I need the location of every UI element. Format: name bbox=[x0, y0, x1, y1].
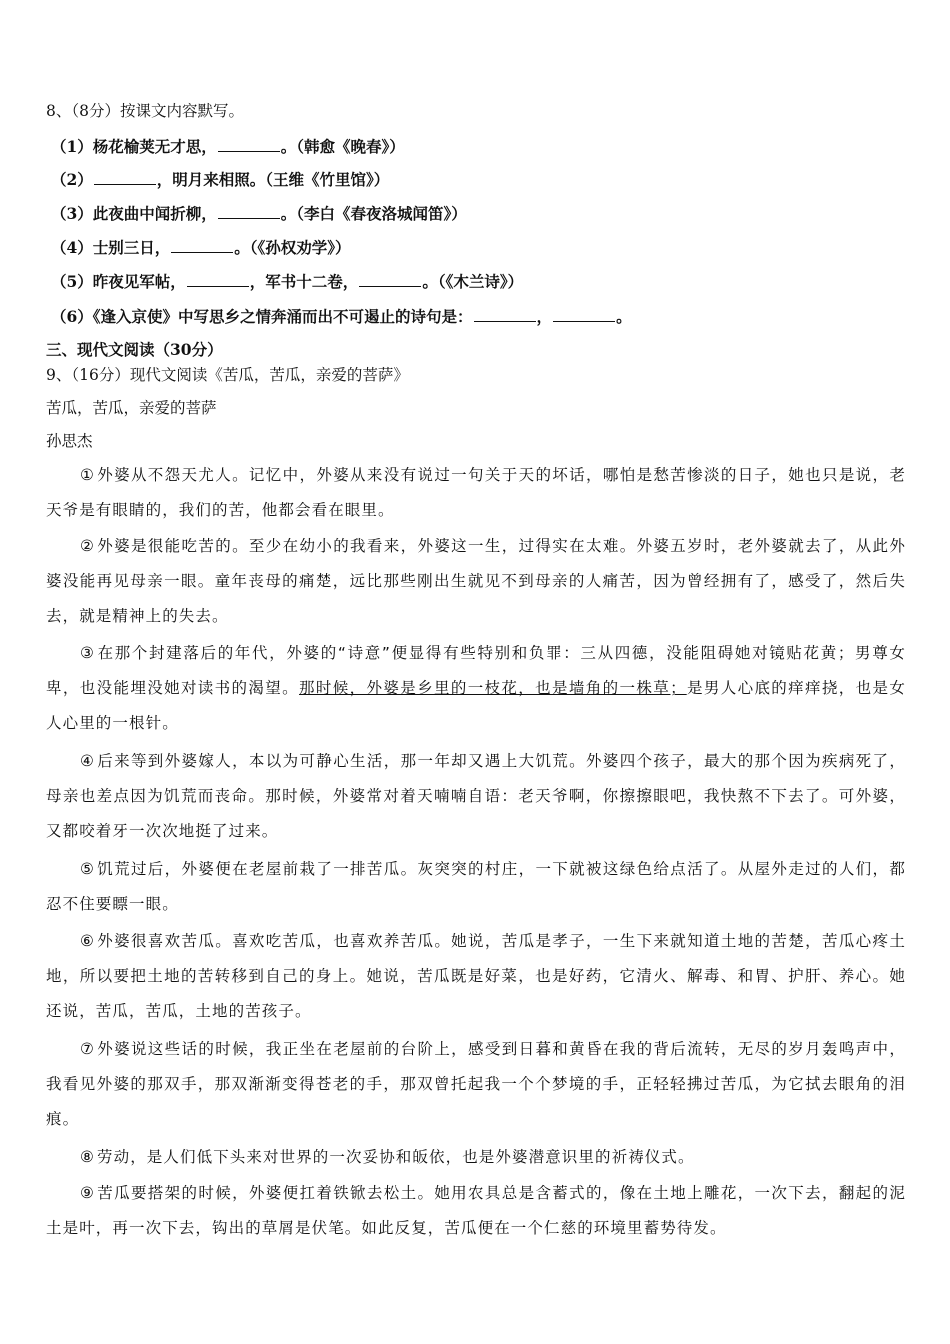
q8-item-5: （5）昨夜见军帖， ，军书十二卷， 。（《木兰诗》） bbox=[51, 272, 524, 291]
paragraph-3: ③ 在那个封建落后的年代，外婆的“诗意”便显得有些特别和负罪：三从四德，没能阻碍她对镜贴花黄；男尊女卑，也没能埋没她对读书的渴望。那时候，外婆是乡里的一枝花，也是墙角的一株草；是男人心底的痒痒挠，也是女人心里的一根针。 bbox=[46, 644, 906, 732]
answer-blank[interactable] bbox=[171, 240, 233, 253]
article-title: 苦瓜，苦瓜，亲爱的菩萨 bbox=[46, 399, 217, 417]
q8-item-6: （6）《逢入京使》中写思乡之情奔涌而出不可遏止的诗句是： ， 。 bbox=[51, 307, 632, 326]
paragraph-6: ⑥ 外婆很喜欢苦瓜。喜欢吃苦瓜，也喜欢养苦瓜。她说，苦瓜是孝子，一生下来就知道土地的苦楚，苦瓜心疼土地，所以要把土地的苦转移到自己的身上。她说，苦瓜既是好菜，也是好药，它清火、解毒、和胃、护肝、养心。她还说，苦瓜，苦瓜，土地的苦孩子。 bbox=[46, 932, 906, 1020]
answer-blank[interactable] bbox=[218, 206, 280, 219]
q8-title bbox=[46, 104, 244, 120]
paragraph-1: ① 外婆从不怨天尤人。记忆中，外婆从来没有说过一句关于天的坏话，哪怕是愁苦惨淡的日子，她也只是说，老天爷是有眼睛的，我们的苦，他都会看在眼里。 bbox=[46, 466, 906, 519]
underlined-sentence: 那时候，外婆是乡里的一枝花，也是墙角的一株草； bbox=[299, 679, 687, 697]
q8-title-text: 8、（8分）按课文内容默写。 bbox=[46, 102, 244, 120]
article-author: 孙思杰 bbox=[46, 432, 93, 450]
paragraph-8: ⑧ 劳动，是人们低下头来对世界的一次妥协和皈依，也是外婆潜意识里的祈祷仪式。 bbox=[80, 1148, 695, 1166]
section-heading: 三、现代文阅读（30分） bbox=[46, 340, 223, 359]
q9-intro: 9、（16分）现代文阅读《苦瓜，苦瓜，亲爱的菩萨》 bbox=[46, 366, 409, 384]
paragraph-7: ⑦ 外婆说这些话的时候，我正坐在老屋前的台阶上，感受到日暮和黄昏在我的背后流转，无尽的岁月轰鸣声中，我看见外婆的那双手，那双渐渐变得苍老的手，那双曾托起我一个个梦境的手，正轻轻拂过苦瓜，为它拭去眼角的泪痕。 bbox=[46, 1040, 906, 1128]
answer-blank[interactable] bbox=[553, 309, 615, 322]
paragraph-4: ④ 后来等到外婆嫁人，本以为可静心生活，那一年却又遇上大饥荒。外婆四个孩子，最大的那个因为疾病死了，母亲也差点因为饥荒而丧命。那时候，外婆常对着天喃喃自语：老天爷啊，你擦擦眼吧，我快熬不下去了。可外婆，又都咬着牙一次次地挺了过来。 bbox=[46, 752, 906, 840]
q8-item-4: （4）士别三日， 。（《孙权劝学》） bbox=[51, 238, 351, 257]
q8-item-3: （3）此夜曲中闻折柳， 。（李白《春夜洛城闻笛》） bbox=[51, 204, 467, 223]
answer-blank[interactable] bbox=[359, 274, 421, 287]
answer-blank[interactable] bbox=[218, 139, 280, 152]
paragraph-5: ⑤ 饥荒过后，外婆便在老屋前栽了一排苦瓜。灰突突的村庄，一下就被这绿色给点活了。从屋外走过的人们，都忍不住要瞟一眼。 bbox=[46, 860, 906, 913]
q8-item-1: （1）杨花榆荚无才思， 。（韩愈《晚春》） bbox=[51, 137, 405, 156]
answer-blank[interactable] bbox=[187, 274, 249, 287]
answer-blank[interactable] bbox=[474, 309, 536, 322]
q8-item-2: （2） ，明月来相照。（王维《竹里馆》） bbox=[51, 170, 390, 189]
paragraph-2: ② 外婆是很能吃苦的。至少在幼小的我看来，外婆这一生，过得实在太难。外婆五岁时，老外婆就去了，从此外婆没能再见母亲一眼。童年丧母的痛楚，远比那些刚出生就见不到母亲的人痛苦，因为曾经拥有了，感受了，然后失去，就是精神上的失去。 bbox=[46, 537, 906, 625]
paragraph-9: ⑨ 苦瓜要搭架的时候，外婆便扛着铁锨去松土。她用农具总是含蓄式的，像在土地上雕花，一次下去，翻起的泥土是叶，再一次下去，钩出的草屑是伏笔。如此反复，苦瓜便在一个仁慈的环境里蓄势待发。 bbox=[46, 1184, 906, 1237]
answer-blank[interactable] bbox=[94, 172, 156, 185]
